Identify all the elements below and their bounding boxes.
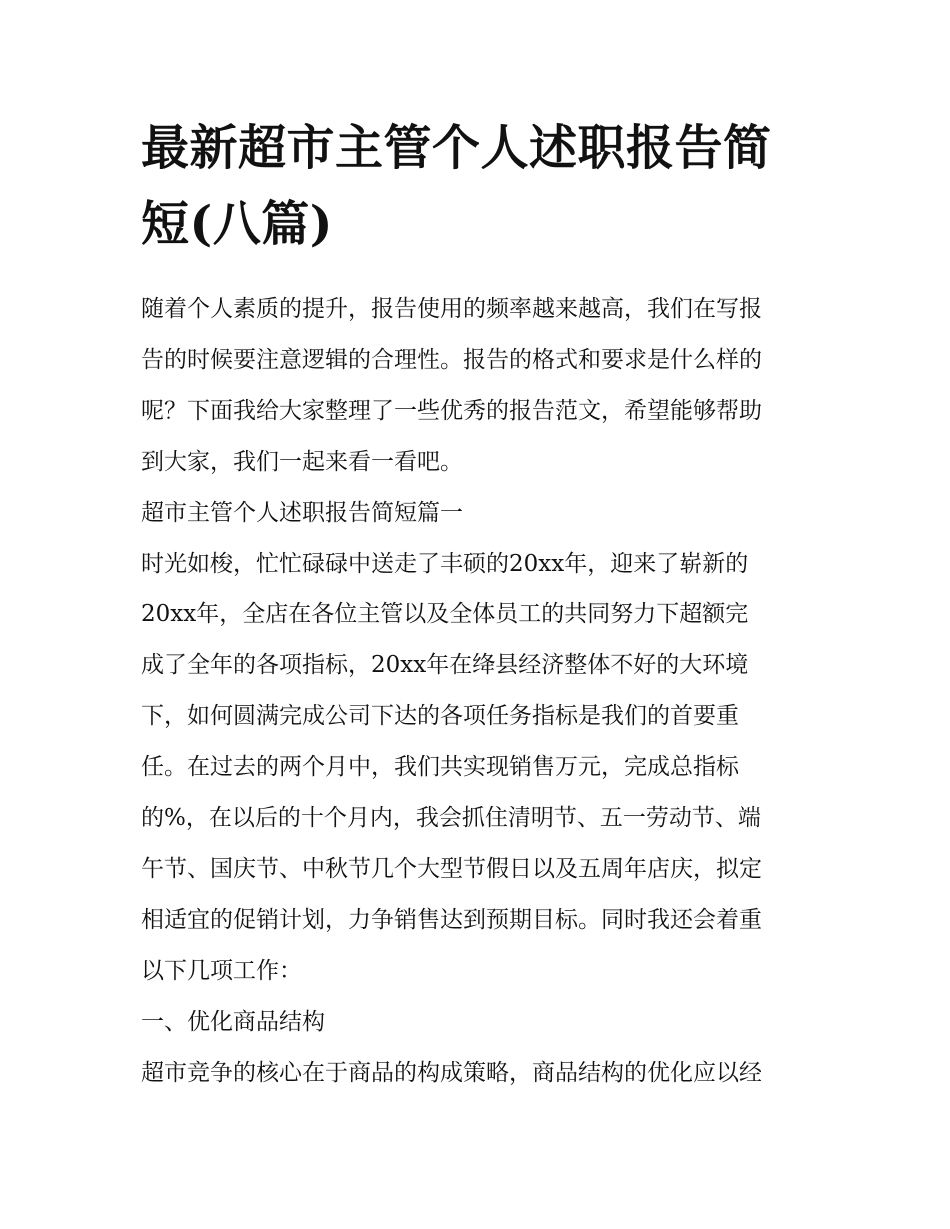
paragraph-line: 任。在过去的两个月中，我们共实现销售万元，完成总指标 bbox=[141, 754, 739, 781]
section-heading: 超市主管个人述职报告简短篇一 bbox=[141, 499, 463, 526]
paragraph-line: 以下几项工作： bbox=[141, 957, 302, 984]
intro-line: 呢？下面我给大家整理了一些优秀的报告范文，希望能够帮助 bbox=[141, 397, 762, 424]
paragraph-line: 午节、国庆节、中秋节几个大型节假日以及五周年店庆，拟定 bbox=[141, 855, 762, 882]
title-line: 短(八篇) bbox=[141, 196, 333, 252]
paragraph-line: 下，如何圆满完成公司下达的各项任务指标是我们的首要重 bbox=[141, 703, 739, 730]
intro-line: 告的时候要注意逻辑的合理性。报告的格式和要求是什么样的 bbox=[141, 346, 762, 373]
title-line: 最新超市主管个人述职报告简 bbox=[141, 120, 772, 176]
subheading: 一、优化商品结构 bbox=[141, 1008, 325, 1035]
paragraph-line: 时光如梭，忙忙碌碌中送走了丰硕的20xx年，迎来了崭新的 bbox=[141, 550, 749, 577]
intro-line: 到大家，我们一起来看一看吧。 bbox=[141, 448, 463, 475]
paragraph-line: 超市竞争的核心在于商品的构成策略，商品结构的优化应以经 bbox=[141, 1059, 762, 1086]
paragraph-line: 的%，在以后的十个月内，我会抓住清明节、五一劳动节、端 bbox=[141, 805, 761, 832]
paragraph-line: 相适宜的促销计划，力争销售达到预期目标。同时我还会着重 bbox=[141, 906, 762, 933]
paragraph-line: 20xx年，全店在各位主管以及全体员工的共同努力下超额完 bbox=[141, 601, 749, 628]
document-title bbox=[141, 110, 821, 262]
document-page bbox=[141, 110, 821, 1099]
document-body bbox=[141, 284, 821, 1099]
paragraph-line: 成了全年的各项指标，20xx年在绛县经济整体不好的大环境 bbox=[141, 652, 749, 679]
intro-line: 随着个人素质的提升，报告使用的频率越来越高，我们在写报 bbox=[141, 296, 762, 322]
